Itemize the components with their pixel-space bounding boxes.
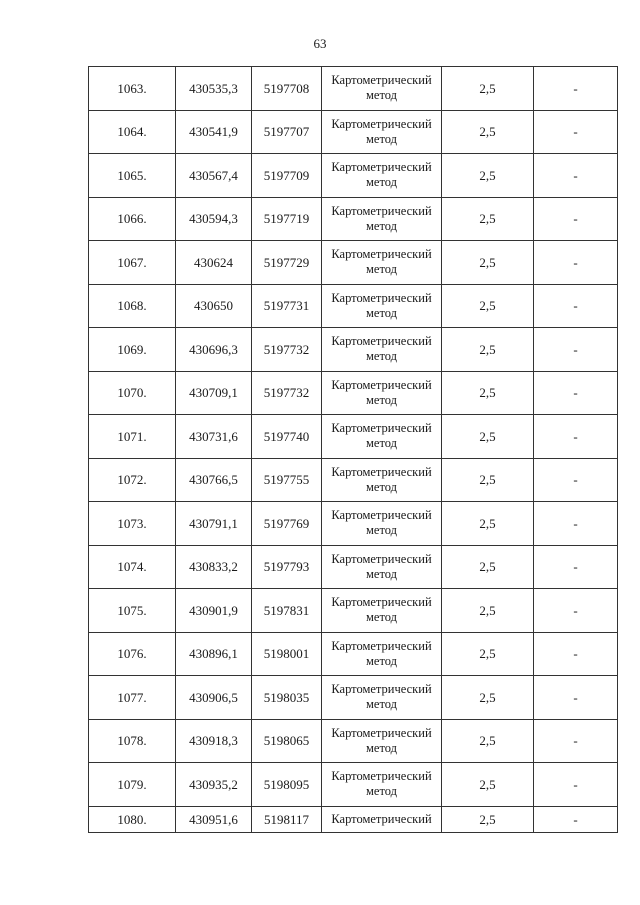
point-number-cell: 1072. — [89, 458, 176, 502]
x-coordinate-cell: 430935,2 — [176, 763, 252, 807]
table-row — [89, 328, 618, 372]
accuracy-cell: 2,5 — [442, 632, 534, 676]
page-number: 63 — [313, 36, 327, 51]
x-coordinate-cell: 430650 — [176, 284, 252, 328]
x-coordinate-cell: 430906,5 — [176, 676, 252, 720]
table-row — [89, 154, 618, 198]
point-number-cell: 1073. — [89, 502, 176, 546]
table-row — [89, 806, 618, 832]
x-coordinate-cell: 430918,3 — [176, 719, 252, 763]
accuracy-cell: 2,5 — [442, 589, 534, 633]
method-cell: Картометрический — [322, 806, 442, 832]
note-cell: - — [534, 67, 618, 111]
accuracy-cell: 2,5 — [442, 67, 534, 111]
note-cell: - — [534, 589, 618, 633]
table-body — [89, 67, 618, 833]
table-row — [89, 545, 618, 589]
method-cell: Картометрический метод — [322, 545, 442, 589]
accuracy-cell: 2,5 — [442, 241, 534, 285]
note-cell: - — [534, 806, 618, 832]
table-row — [89, 241, 618, 285]
note-cell: - — [534, 241, 618, 285]
point-number-cell: 1063. — [89, 67, 176, 111]
method-cell: Картометрический метод — [322, 676, 442, 720]
point-number-cell: 1067. — [89, 241, 176, 285]
y-coordinate-cell: 5197755 — [252, 458, 322, 502]
table-row — [89, 110, 618, 154]
accuracy-cell: 2,5 — [442, 545, 534, 589]
y-coordinate-cell: 5198117 — [252, 806, 322, 832]
method-cell: Картометрический метод — [322, 632, 442, 676]
coordinates-table — [88, 66, 618, 833]
note-cell: - — [534, 284, 618, 328]
x-coordinate-cell: 430833,2 — [176, 545, 252, 589]
accuracy-cell: 2,5 — [442, 806, 534, 832]
method-cell: Картометрический метод — [322, 328, 442, 372]
point-number-cell: 1076. — [89, 632, 176, 676]
point-number-cell: 1080. — [89, 806, 176, 832]
note-cell: - — [534, 328, 618, 372]
accuracy-cell: 2,5 — [442, 458, 534, 502]
x-coordinate-cell: 430541,9 — [176, 110, 252, 154]
method-cell: Картометрический метод — [322, 502, 442, 546]
accuracy-cell: 2,5 — [442, 676, 534, 720]
method-cell: Картометрический метод — [322, 719, 442, 763]
point-number-cell: 1077. — [89, 676, 176, 720]
x-coordinate-cell: 430696,3 — [176, 328, 252, 372]
y-coordinate-cell: 5198065 — [252, 719, 322, 763]
y-coordinate-cell: 5197769 — [252, 502, 322, 546]
accuracy-cell: 2,5 — [442, 154, 534, 198]
note-cell: - — [534, 763, 618, 807]
y-coordinate-cell: 5197708 — [252, 67, 322, 111]
note-cell: - — [534, 719, 618, 763]
method-cell: Картометрический метод — [322, 458, 442, 502]
method-cell: Картометрический метод — [322, 763, 442, 807]
accuracy-cell: 2,5 — [442, 763, 534, 807]
y-coordinate-cell: 5197719 — [252, 197, 322, 241]
accuracy-cell: 2,5 — [442, 284, 534, 328]
point-number-cell: 1069. — [89, 328, 176, 372]
method-cell: Картометрический метод — [322, 415, 442, 459]
x-coordinate-cell: 430567,4 — [176, 154, 252, 198]
table-row — [89, 502, 618, 546]
y-coordinate-cell: 5197731 — [252, 284, 322, 328]
table-row — [89, 676, 618, 720]
note-cell: - — [534, 502, 618, 546]
point-number-cell: 1068. — [89, 284, 176, 328]
y-coordinate-cell: 5198095 — [252, 763, 322, 807]
x-coordinate-cell: 430594,3 — [176, 197, 252, 241]
point-number-cell: 1070. — [89, 371, 176, 415]
table-row — [89, 415, 618, 459]
accuracy-cell: 2,5 — [442, 371, 534, 415]
x-coordinate-cell: 430624 — [176, 241, 252, 285]
y-coordinate-cell: 5198001 — [252, 632, 322, 676]
method-cell: Картометрический метод — [322, 284, 442, 328]
method-cell: Картометрический метод — [322, 67, 442, 111]
x-coordinate-cell: 430901,9 — [176, 589, 252, 633]
note-cell: - — [534, 110, 618, 154]
method-cell: Картометрический метод — [322, 110, 442, 154]
y-coordinate-cell: 5197709 — [252, 154, 322, 198]
note-cell: - — [534, 371, 618, 415]
note-cell: - — [534, 632, 618, 676]
note-cell: - — [534, 458, 618, 502]
y-coordinate-cell: 5198035 — [252, 676, 322, 720]
accuracy-cell: 2,5 — [442, 110, 534, 154]
point-number-cell: 1065. — [89, 154, 176, 198]
table-row — [89, 284, 618, 328]
table-row — [89, 67, 618, 111]
x-coordinate-cell: 430535,3 — [176, 67, 252, 111]
y-coordinate-cell: 5197793 — [252, 545, 322, 589]
note-cell: - — [534, 545, 618, 589]
y-coordinate-cell: 5197707 — [252, 110, 322, 154]
accuracy-cell: 2,5 — [442, 415, 534, 459]
point-number-cell: 1066. — [89, 197, 176, 241]
x-coordinate-cell: 430709,1 — [176, 371, 252, 415]
note-cell: - — [534, 197, 618, 241]
accuracy-cell: 2,5 — [442, 197, 534, 241]
accuracy-cell: 2,5 — [442, 502, 534, 546]
point-number-cell: 1075. — [89, 589, 176, 633]
table-row — [89, 371, 618, 415]
y-coordinate-cell: 5197740 — [252, 415, 322, 459]
table-row — [89, 589, 618, 633]
table-row — [89, 458, 618, 502]
accuracy-cell: 2,5 — [442, 328, 534, 372]
x-coordinate-cell: 430896,1 — [176, 632, 252, 676]
method-cell: Картометрический метод — [322, 154, 442, 198]
note-cell: - — [534, 154, 618, 198]
y-coordinate-cell: 5197831 — [252, 589, 322, 633]
method-cell: Картометрический метод — [322, 197, 442, 241]
point-number-cell: 1064. — [89, 110, 176, 154]
table-row — [89, 197, 618, 241]
y-coordinate-cell: 5197729 — [252, 241, 322, 285]
x-coordinate-cell: 430766,5 — [176, 458, 252, 502]
point-number-cell: 1078. — [89, 719, 176, 763]
point-number-cell: 1074. — [89, 545, 176, 589]
x-coordinate-cell: 430731,6 — [176, 415, 252, 459]
table-row — [89, 719, 618, 763]
point-number-cell: 1079. — [89, 763, 176, 807]
x-coordinate-cell: 430791,1 — [176, 502, 252, 546]
y-coordinate-cell: 5197732 — [252, 371, 322, 415]
note-cell: - — [534, 415, 618, 459]
table-row — [89, 632, 618, 676]
y-coordinate-cell: 5197732 — [252, 328, 322, 372]
point-number-cell: 1071. — [89, 415, 176, 459]
method-cell: Картометрический метод — [322, 371, 442, 415]
x-coordinate-cell: 430951,6 — [176, 806, 252, 832]
method-cell: Картометрический метод — [322, 589, 442, 633]
method-cell: Картометрический метод — [322, 241, 442, 285]
accuracy-cell: 2,5 — [442, 719, 534, 763]
table-row — [89, 763, 618, 807]
note-cell: - — [534, 676, 618, 720]
